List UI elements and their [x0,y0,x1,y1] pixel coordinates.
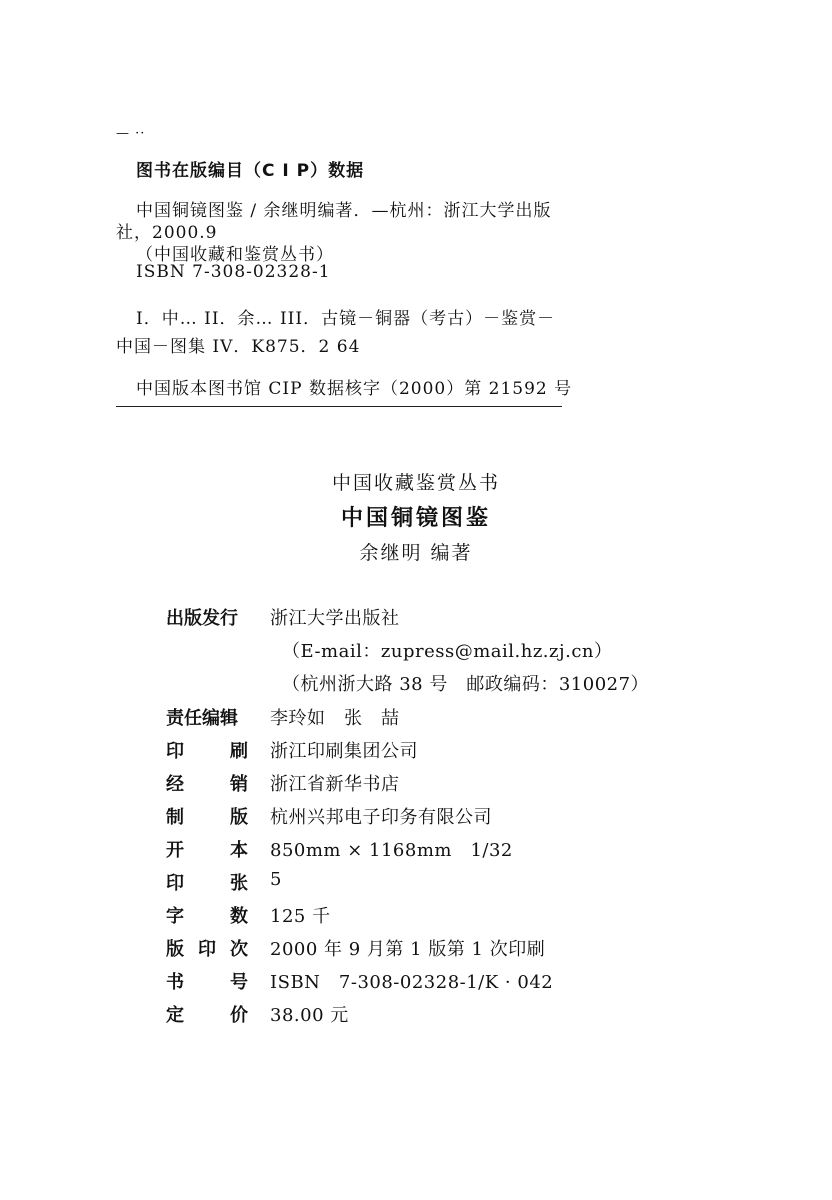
label-printer-c2: 刷 [230,741,248,762]
value-isbn: ISBN 7-308-02328-1/K · 042 [270,972,554,993]
label-edition-c1: 版 [166,939,184,960]
label-edition-c2: 印 [198,939,216,960]
label-distributor-c2: 销 [230,774,248,795]
cip-line-1: 中国铜镜图鉴 / 余继明编著．—杭州：浙江大学出版 [136,201,552,221]
cip-line-3: （中国收藏和鉴赏丛书） [136,245,334,265]
label-printer-c1: 印 [166,741,184,762]
label-printer [166,737,248,763]
cip-line-6: 中国－图集 IV．K875．2 64 [116,337,361,357]
label-edition [166,935,248,961]
value-publisher-address: （杭州浙大路 38 号 邮政编码：310027） [282,674,650,695]
label-distributor-c1: 经 [166,774,184,795]
label-isbn-c1: 书 [166,972,184,993]
cip-dash-mark: — ·· [116,126,146,141]
value-price: 38.00 元 [270,1005,349,1026]
value-publisher: 浙江大学出版社 [270,608,400,629]
cip-line-7: 中国版本图书馆 CIP 数据核字（2000）第 21592 号 [136,379,573,399]
value-edition: 2000 年 9 月第 1 版第 1 次印刷 [270,939,546,960]
label-sheets-c1: 印 [166,873,184,894]
label-platemaking [166,803,248,829]
label-format-c2: 本 [230,840,248,861]
value-platemaking: 杭州兴邦电子印务有限公司 [270,807,492,828]
label-isbn-c2: 号 [230,972,248,993]
label-format-c1: 开 [166,840,184,861]
label-format [166,836,248,862]
label-editor [166,704,248,730]
label-wordcount [166,902,248,928]
label-publisher-text: 出版发行 [166,608,238,629]
label-wordcount-c2: 数 [230,906,248,927]
value-publisher-email: （E-mail：zupress@mail.hz.zj.cn） [282,641,613,662]
value-sheets: 5 [270,869,282,890]
label-wordcount-c1: 字 [166,906,184,927]
cip-line-5: I．中… II．余… III．古镜－铜器（考古）－鉴赏－ [136,309,556,329]
label-sheets-c2: 张 [230,873,248,894]
cip-bottom-rule [116,406,562,407]
label-price-c1: 定 [166,1005,184,1026]
value-distributor: 浙江省新华书店 [270,774,400,795]
value-printer: 浙江印刷集团公司 [270,741,418,762]
label-sheets [166,869,248,895]
label-distributor [166,770,248,796]
cip-title: 图书在版编目（C I P）数据 [136,161,365,181]
series-name: 中国收藏鉴赏丛书 [331,472,500,494]
cip-line-4: ISBN 7-308-02328-1 [136,262,331,282]
label-platemaking-c2: 版 [230,807,248,828]
label-edition-c3: 次 [230,939,248,960]
book-title: 中国铜镜图鉴 [340,506,491,531]
label-platemaking-c1: 制 [166,807,184,828]
value-wordcount: 125 千 [270,906,331,927]
cip-line-2: 社，2000.9 [116,223,218,243]
value-editor: 李玲如 张 喆 [270,708,400,729]
value-format: 850mm × 1168mm 1/32 [270,840,513,861]
label-isbn [166,968,248,994]
label-editor-text: 责任编辑 [166,708,238,729]
label-price [166,1001,248,1027]
label-publisher [166,604,248,630]
label-price-c2: 价 [230,1005,248,1026]
book-author: 余继明 编著 [359,542,473,564]
